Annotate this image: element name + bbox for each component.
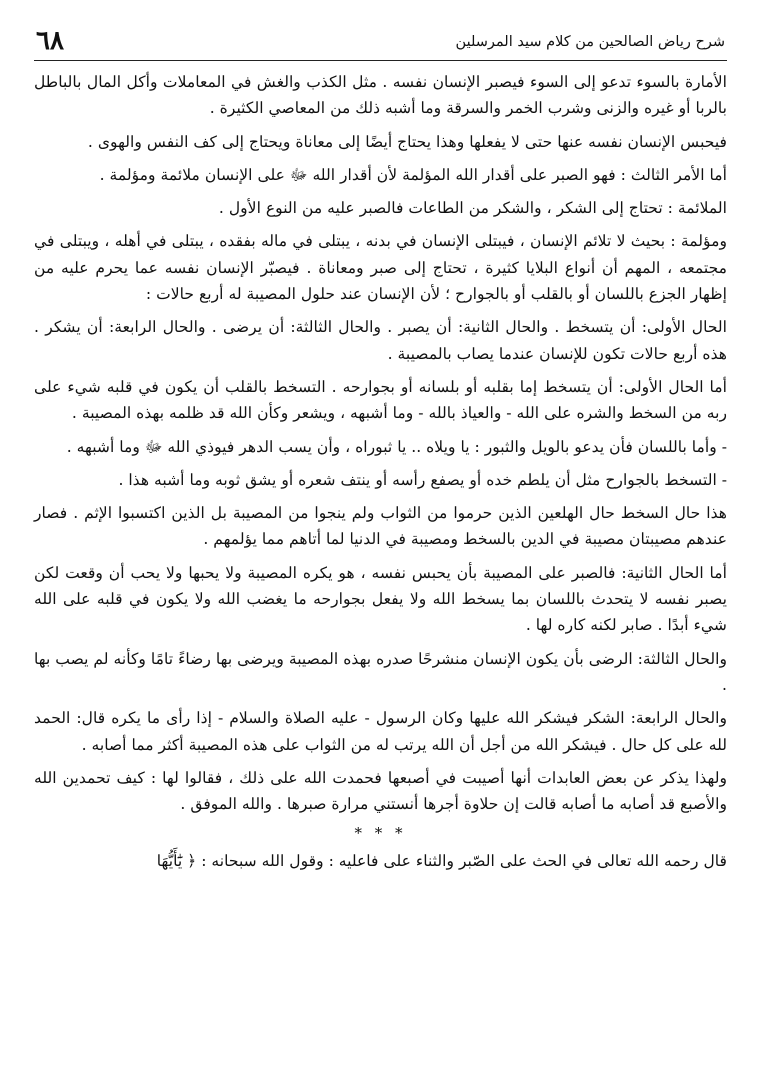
page-body xyxy=(34,69,727,874)
paragraph: أما الحال الأولى: أن يتسخط إما بقلبه أو بلسانه أو بجوارحه . التسخط بالقلب أن يكون في قلبه شيء على ربه من السخط والشره على الله - والعياذ بالله - وما أشبهه ، ويشعر وكأن الله قد ظلمه بهذه المصيبة . xyxy=(34,377,727,423)
paragraph: ومؤلمة : بحيث لا تلائم الإنسان ، فيبتلى الإنسان في بدنه ، يبتلى في ماله بفقده ، يبتلى في أهله ، ويبتلى في مجتمعه ، المهم أن أنواع البلايا كثيرة ، تحتاج إلى صبر ومعاناة . فيصبّر الإنسان نفسه عما يحرم عليه من إظهار الجزع باللسان أو بالقلب أو بالجوارح ؛ لأن الإنسان عند حلول المصيبة له أربع حالات : xyxy=(34,232,727,304)
header-rule xyxy=(34,60,727,61)
paragraph: أما الحال الثانية: فالصبر على المصيبة بأن يحبس نفسه ، هو يكره المصيبة ولا يحبها ولا يحب أن وقعت لكن يصبر نفسه لا يتحدث باللسان بما يسخط الله ولا يفعل بجوارحه ما يغضب الله ولا يكون في قلبه على الله شيء أبدًا . صابر لكنه كاره لها . xyxy=(34,563,727,635)
paragraph: ولهذا يذكر عن بعض العابدات أنها أصيبت في أصبعها فحمدت الله على ذلك ، فقالوا لها : كيف تحمدين الله والأصبع قد أصابه ما أصابه قالت إن حلاوة أجرها أنستني مرارة صبرها . والله الموفق . xyxy=(34,768,727,814)
paragraph: والحال الثالثة: الرضى بأن يكون الإنسان منشرحًا صدره بهذه المصيبة ويرضى بها رضاءً تامًا وكأنه لم يصب بها . xyxy=(34,649,727,694)
page-header xyxy=(34,28,727,60)
page-number: ٦٨ xyxy=(36,26,64,56)
paragraph: والحال الرابعة: الشكر فيشكر الله عليها وكان الرسول - عليه الصلاة والسلام - إذا رأى ما يكره قال: الحمد لله على كل حال . فيشكر الله من أجل أن الله يرتب له من الثواب على هذه المصيبة أكثر مما أصابه . xyxy=(34,709,727,754)
paragraph: الأمارة بالسوء تدعو إلى السوء فيصبر الإنسان نفسه . مثل الكذب والغش في المعاملات وأكل المال بالباطل بالربا أو غيره والزنى وشرب الخمر والسرقة وما أشبه ذلك من المعاصي الكثيرة . xyxy=(34,73,727,118)
paragraph: فيحبس الإنسان نفسه عنها حتى لا يفعلها وهذا يحتاج أيضًا إلى معاناة ويحتاج إلى كف النفس والهوى . xyxy=(87,132,727,151)
closing-line: قال رحمه الله تعالى في الحث على الصّبر والثناء على فاعليه : وقول الله سبحانه : ﴿ يَٰٓأَيُّهَا xyxy=(156,852,727,871)
paragraph: أما الأمر الثالث : فهو الصبر على أقدار الله المؤلمة لأن أقدار الله ﷻ على الإنسان ملائمة ومؤلمة . xyxy=(99,165,727,184)
running-title: شرح رياض الصالحين من كلام سيد المرسلين xyxy=(455,34,725,50)
paragraph: - وأما باللسان فأن يدعو بالويل والثبور : يا ويلاه .. يا ثبوراه ، وأن يسب الدهر فيوذي الله ﷻ وما أشبهه . xyxy=(66,437,727,456)
section-separator: * * * xyxy=(354,824,407,843)
paragraph: الملائمة : تحتاج إلى الشكر ، والشكر من الطاعات فالصبر عليه من النوع الأول . xyxy=(218,199,727,218)
paragraph: - التسخط بالجوارح مثل أن يلطم خده أو يصفع رأسه أو ينتف شعره أو يشق ثوبه وما أشبه هذا . xyxy=(118,470,727,489)
paragraph: الحال الأولى: أن يتسخط . والحال الثانية: أن يصبر . والحال الثالثة: أن يرضى . والحال الرابعة: أن يشكر . هذه أربع حالات تكون للإنسان عندما يصاب بالمصيبة . xyxy=(34,318,727,363)
paragraph: هذا حال السخط حال الهلعين الذين حرموا من الثواب ولم ينجوا من المصيبة بل الذين اكتسبوا الإثم . فصار عندهم مصيبتان مصيبة في الدين بالسخط ومصيبة في الدنيا لما أتاهم مما يؤلمهم . xyxy=(34,504,727,549)
